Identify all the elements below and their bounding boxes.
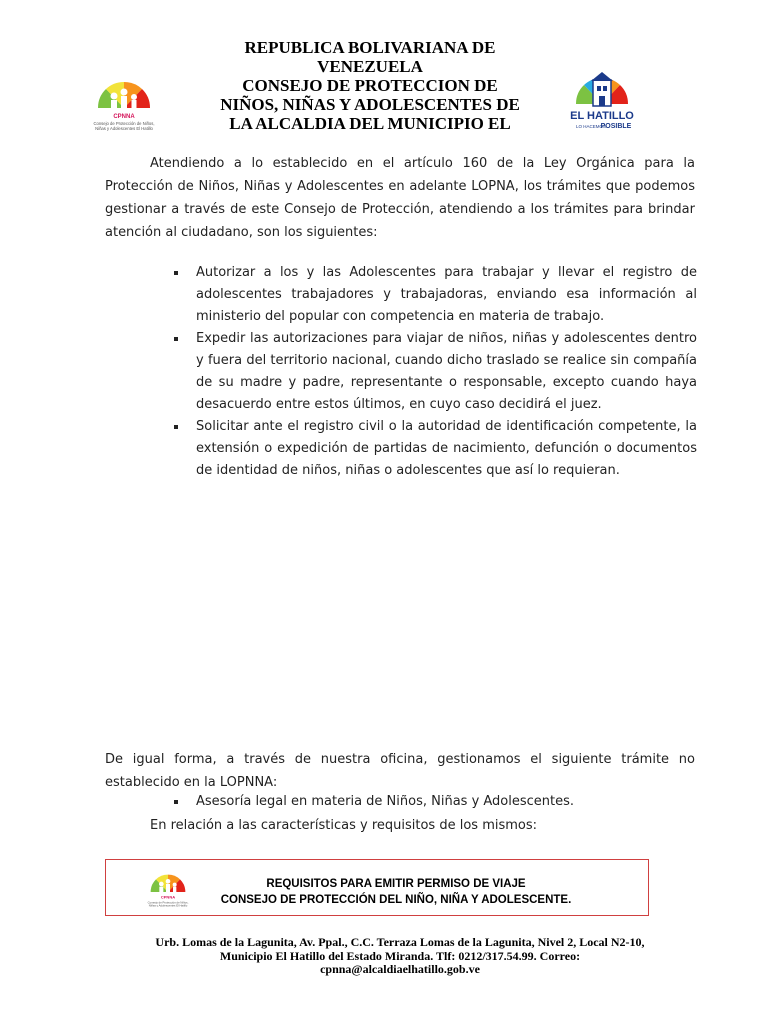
second-paragraph: De igual forma, a través de nuestra oficina, gestionamos el siguiente trámite no establecido en la LOPNNA:: [105, 752, 695, 790]
el-hatillo-slogan-big: POSIBLE: [600, 123, 632, 130]
requirements-title: [196, 876, 596, 908]
header-line-2: VENEZUELA: [317, 57, 423, 76]
procedures-list: [172, 262, 697, 482]
cpnna-small-logo: [144, 869, 192, 911]
list-item: Asesoría legal en materia de Niños, Niñas y Adolescentes.: [172, 791, 697, 813]
list-item: Solicitar ante el registro civil o la autoridad de identificación competente, la extensión o expedición de partidas de nacimiento, defunción o documentos de identidad de niños, niñas o adolescentes que así lo requieran.: [172, 416, 697, 482]
el-hatillo-logo-name: EL HATILLO: [570, 110, 634, 122]
footer-address-line-2: Municipio El Hatillo del Estado Miranda. Tlf: 0212/317.54.99. Correo:: [219, 948, 581, 963]
requirements-box: [105, 859, 649, 916]
header-line-3: CONSEJO DE PROTECCION DE: [242, 76, 498, 95]
document-footer: [100, 936, 700, 977]
cpnna-small-logo-text: CPNNA: [160, 894, 176, 900]
header-line-1: REPUBLICA BOLIVARIANA DE: [244, 38, 496, 57]
document-header-title: [190, 38, 550, 133]
list-item: Expedir las autorizaciones para viajar de niños, niñas y adolescentes dentro y fuera del territorio nacional, cuando dicho traslado se realice sin compañía de su madre y padre, representante o responsable, excepto cuando haya desacuerdo entre estos últimos, en cuyo caso decidirá el juez.: [172, 328, 697, 416]
header-line-4: NIÑOS, NIÑAS Y ADOLESCENTES DE: [220, 95, 520, 114]
cpnna-logo-caption-2: Niñas y Adolescentes El Hatillo: [95, 126, 153, 131]
additional-procedures-list: [172, 791, 697, 813]
el-hatillo-logo: [566, 66, 638, 134]
third-paragraph: En relación a las características y requisitos de los mismos:: [150, 818, 538, 833]
requirements-title-line-1: REQUISITOS PARA EMITIR PERMISO DE VIAJE: [266, 878, 526, 890]
cpnna-logo-caption-1: Consejo de Protección de Niños,: [93, 121, 155, 126]
intro-paragraph: Atendiendo a lo establecido en el artículo 160 de la Ley Orgánica para la Protección de Niños, Niñas y Adolescentes en adelante LOPNA, los trámites que podemos gestionar a través de este Consejo de Protección, atendiendo a los trámites para brindar atención al ciudadano, son los siguientes:: [105, 156, 695, 240]
cpnna-small-logo-caption-2: Niñas y Adolescentes El Hatillo: [148, 903, 188, 908]
requirements-title-line-2: CONSEJO DE PROTECCIÓN DEL NIÑO, NIÑA Y ADOLESCENTE.: [220, 894, 572, 906]
header-line-5: LA ALCALDIA DEL MUNICIPIO EL: [229, 114, 511, 133]
list-item: Autorizar a los y las Adolescentes para trabajar y llevar el registro de adolescentes trabajadores y trabajadoras, enviando esa información al ministerio del popular con competencia en materia de trabajo.: [172, 262, 697, 328]
cpnna-logo-text: CPNNA: [113, 114, 135, 120]
el-hatillo-slogan-small: LO HACEMOS: [575, 124, 607, 129]
cpnna-logo: [88, 74, 160, 136]
cpnna-small-logo-caption-1: Consejo de Protección de Niños,: [147, 900, 189, 905]
footer-email: cpnna@alcaldiaelhatillo.gob.ve: [320, 962, 480, 976]
footer-address-line-1: Urb. Lomas de la Lagunita, Av. Ppal., C.C. Terraza Lomas de la Lagunita, Nivel 2, Local N2-10,: [155, 935, 645, 949]
